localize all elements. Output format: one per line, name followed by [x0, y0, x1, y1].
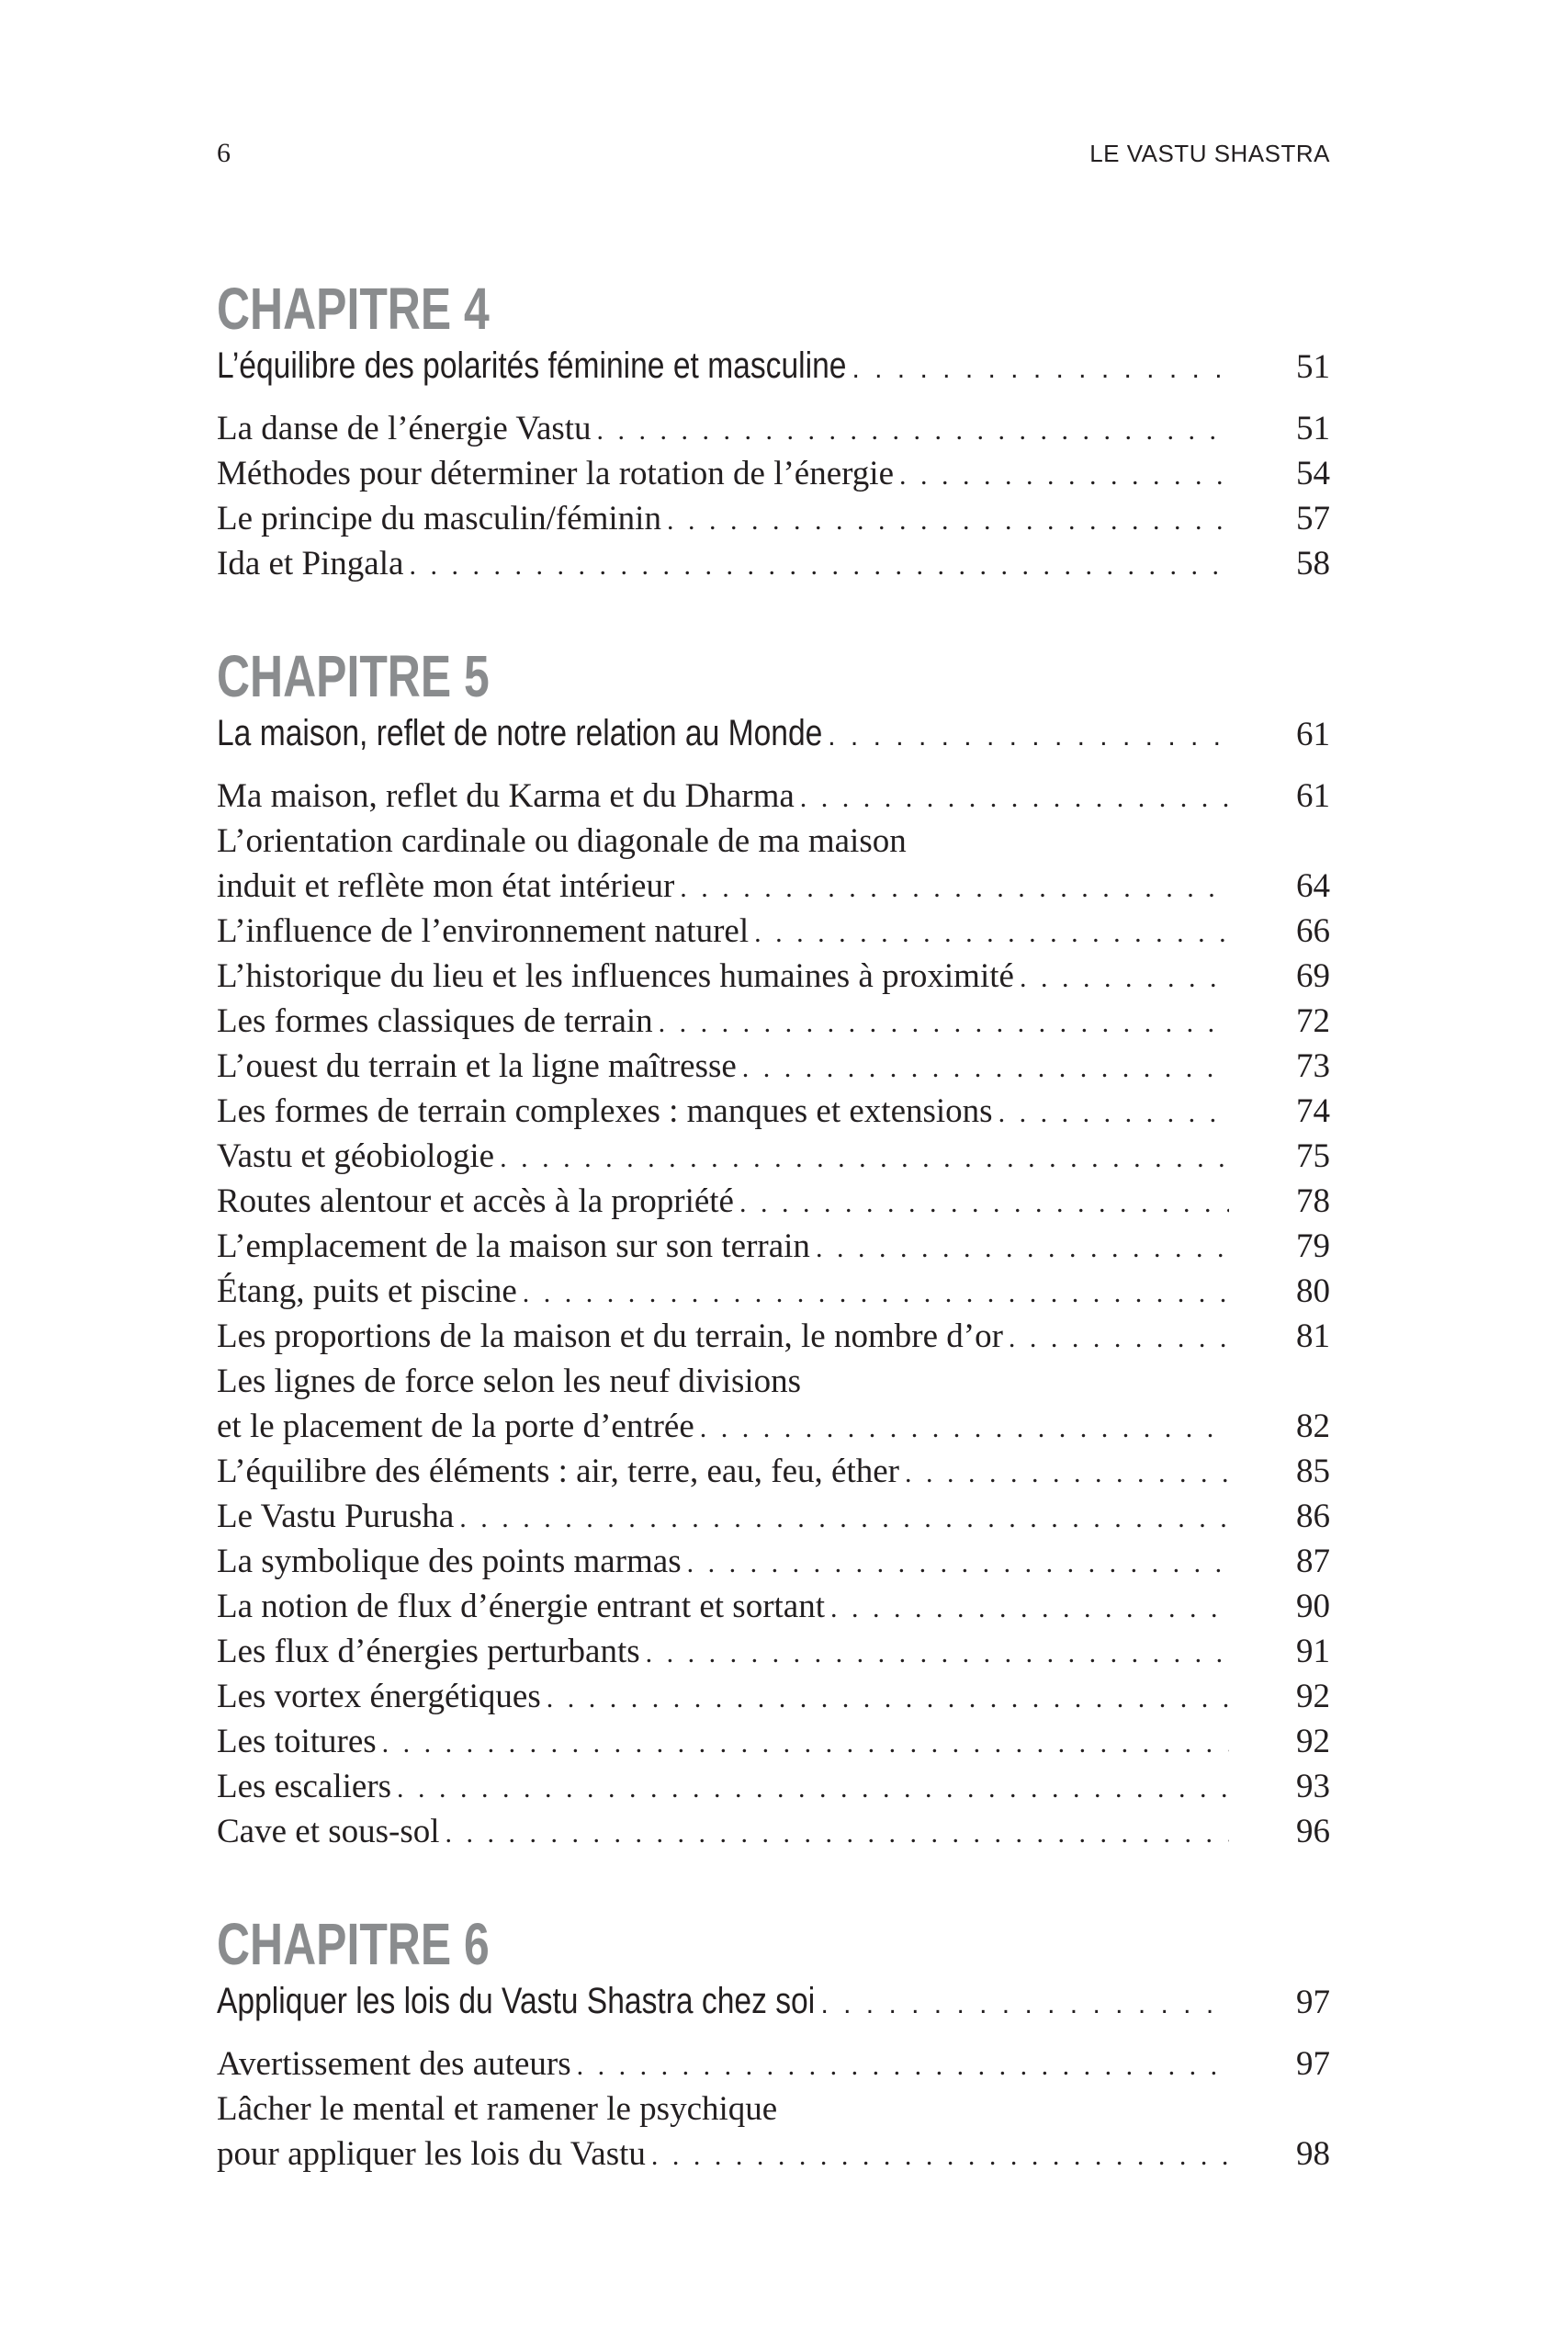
dot-leader	[822, 713, 1229, 761]
toc-entry[interactable]	[217, 909, 1330, 954]
chapter-heading-row[interactable]	[217, 342, 1330, 390]
toc-entry-page: 74	[1296, 1092, 1330, 1130]
dot-leader	[440, 1811, 1229, 1856]
toc-entry[interactable]	[217, 1134, 1330, 1179]
dot-leader	[661, 498, 1229, 543]
chapter-section	[217, 276, 1330, 586]
dot-leader	[694, 1406, 1229, 1451]
toc-entry-title: et le placement de la porte d’entrée	[217, 1408, 694, 1445]
dot-leader	[403, 543, 1229, 588]
toc-entry-title: Les toitures	[217, 1723, 377, 1760]
toc-entry-page: 61	[1296, 777, 1330, 815]
dot-leader	[825, 1586, 1229, 1631]
dot-leader	[494, 1136, 1229, 1181]
toc-entry[interactable]	[217, 954, 1330, 999]
toc-entry-title: L’emplacement de la maison sur son terrain	[217, 1227, 810, 1265]
toc-entry-title: Les flux d’énergies perturbants	[217, 1633, 640, 1670]
toc-entry-page: 75	[1296, 1137, 1330, 1175]
chapter-heading-page: 51	[1296, 348, 1330, 386]
toc-entry-page: 85	[1296, 1453, 1330, 1490]
toc-entry-title: Les vortex énergétiques	[217, 1678, 541, 1715]
toc-entry-title: L’équilibre des éléments : air, terre, eau, feu, éther	[217, 1453, 899, 1490]
toc-entry[interactable]	[217, 1629, 1330, 1674]
chapter-heading-title: L’équilibre des polarités féminine et masculine	[217, 345, 847, 386]
toc-entry-page: 92	[1296, 1678, 1330, 1715]
toc-entry-title: La notion de flux d’énergie entrant et sortant	[217, 1588, 826, 1625]
dot-leader	[899, 1451, 1229, 1496]
chapter-label: CHAPITRE 5	[217, 643, 490, 709]
toc-entry-title: Étang, puits et piscine	[217, 1272, 517, 1310]
dot-leader	[815, 1981, 1229, 2029]
toc-entry-title: induit et reflète mon état intérieur	[217, 867, 675, 905]
toc-entry-title: Cave et sous-sol	[217, 1813, 440, 1850]
dot-leader	[749, 910, 1229, 956]
chapter-section	[217, 643, 1330, 1854]
toc-entry-page: 93	[1296, 1768, 1330, 1805]
toc-entry-page: 72	[1296, 1002, 1330, 1040]
toc-entry[interactable]	[217, 451, 1330, 496]
chapter-heading-title: La maison, reflet de notre relation au Monde	[217, 713, 823, 753]
toc-entry[interactable]	[217, 2041, 1330, 2086]
page-header	[217, 138, 1330, 175]
toc-entry[interactable]	[217, 406, 1330, 451]
chapter-heading-page: 61	[1296, 716, 1330, 753]
toc-entry-page: 82	[1296, 1408, 1330, 1445]
toc-entry[interactable]	[217, 1764, 1330, 1809]
chapter-heading-row[interactable]	[217, 709, 1330, 757]
toc-entry-page: 87	[1296, 1543, 1330, 1580]
dot-leader	[682, 1541, 1229, 1586]
toc-entry-page: 92	[1296, 1723, 1330, 1760]
chapter-heading-row[interactable]	[217, 1977, 1330, 2025]
dot-leader	[846, 345, 1229, 393]
dot-leader	[993, 1091, 1229, 1136]
toc-entry-title: Les proportions de la maison et du terrain, le nombre d’or	[217, 1317, 1003, 1355]
toc-entry[interactable]	[217, 1494, 1330, 1539]
toc-entry[interactable]	[217, 1179, 1330, 1224]
toc-entry-title: Le Vastu Purusha	[217, 1498, 455, 1535]
toc-entry-title: Les escaliers	[217, 1768, 392, 1805]
dot-leader	[737, 1046, 1229, 1091]
toc-entry-page: 98	[1296, 2135, 1330, 2173]
toc-entry-page: 96	[1296, 1813, 1330, 1850]
toc-entry-page: 78	[1296, 1182, 1330, 1220]
toc-entry[interactable]	[217, 999, 1330, 1044]
toc-entry-page: 73	[1296, 1047, 1330, 1085]
chapter-heading-title: Appliquer les lois du Vastu Shastra chez soi	[217, 1981, 816, 2021]
toc-entry-page: 80	[1296, 1272, 1330, 1310]
toc-entry-page: 64	[1296, 867, 1330, 905]
dot-leader	[795, 775, 1229, 820]
table-of-contents	[217, 276, 1330, 2233]
dot-leader	[1014, 956, 1229, 1001]
dot-leader	[1003, 1316, 1229, 1361]
toc-entry-title: Avertissement des auteurs	[217, 2045, 571, 2083]
toc-entry[interactable]	[217, 1224, 1330, 1269]
toc-entry-page: 58	[1296, 545, 1330, 582]
toc-entry[interactable]	[217, 1404, 1330, 1449]
chapter-label: CHAPITRE 4	[217, 276, 490, 342]
toc-entry[interactable]	[217, 541, 1330, 586]
toc-entry-first-line: L’orientation cardinale ou diagonale de ma maison	[217, 822, 907, 860]
dot-leader	[592, 408, 1229, 453]
toc-entry-page: 91	[1296, 1633, 1330, 1670]
toc-entry[interactable]	[217, 1809, 1330, 1854]
toc-entry-first-line: Lâcher le mental et ramener le psychique	[217, 2090, 778, 2128]
toc-entry[interactable]	[217, 774, 1330, 819]
toc-entry-title: L’influence de l’environnement naturel	[217, 912, 750, 950]
toc-entry-title: La symbolique des points marmas	[217, 1543, 682, 1580]
dot-leader	[640, 1631, 1229, 1676]
toc-entry[interactable]	[217, 1314, 1330, 1359]
toc-entry-page: 79	[1296, 1227, 1330, 1265]
toc-entry-title: Ma maison, reflet du Karma et du Dharma	[217, 777, 795, 815]
dot-leader	[517, 1271, 1229, 1316]
toc-entry-title: Le principe du masculin/féminin	[217, 500, 661, 537]
running-title: LE VASTU SHASTRA	[1089, 140, 1330, 167]
toc-entry-page: 51	[1296, 410, 1330, 447]
dot-leader	[377, 1721, 1229, 1766]
toc-entry[interactable]	[217, 1539, 1330, 1584]
dot-leader	[810, 1226, 1229, 1271]
toc-entry-title: Vastu et géobiologie	[217, 1137, 495, 1175]
toc-entry-title: Les formes de terrain complexes : manques et extensions	[217, 1092, 993, 1130]
toc-entry[interactable]	[217, 864, 1330, 909]
toc-entry-first-line: Les lignes de force selon les neuf divisions	[217, 1363, 802, 1400]
toc-entry[interactable]	[217, 1269, 1330, 1314]
toc-entry-title: La danse de l’énergie Vastu	[217, 410, 592, 447]
toc-entry-page: 90	[1296, 1588, 1330, 1625]
chapter-section	[217, 1911, 1330, 2177]
toc-entry-title: pour appliquer les lois du Vastu	[217, 2135, 646, 2173]
dot-leader	[454, 1496, 1229, 1541]
dot-leader	[646, 2133, 1229, 2178]
dot-leader	[571, 2043, 1229, 2088]
page-number: 6	[217, 138, 231, 168]
toc-entry[interactable]	[217, 1449, 1330, 1494]
toc-entry-page: 66	[1296, 912, 1330, 950]
toc-entry-title: Méthodes pour déterminer la rotation de l’énergie	[217, 455, 895, 492]
toc-entry[interactable]	[217, 2132, 1330, 2177]
toc-entry[interactable]	[217, 1089, 1330, 1134]
toc-entry-page: 97	[1296, 2045, 1330, 2083]
toc-entry[interactable]	[217, 1584, 1330, 1629]
dot-leader	[734, 1181, 1229, 1226]
toc-entry[interactable]	[217, 1044, 1330, 1089]
toc-entry-page: 86	[1296, 1498, 1330, 1535]
toc-entry-title: Ida et Pingala	[217, 545, 404, 582]
dot-leader	[653, 1001, 1229, 1046]
dot-leader	[674, 865, 1229, 910]
chapter-label: CHAPITRE 6	[217, 1911, 490, 1977]
toc-entry-title: Routes alentour et accès à la propriété	[217, 1182, 734, 1220]
toc-entry-title: L’historique du lieu et les influences humaines à proximité	[217, 957, 1014, 995]
toc-entry-page: 81	[1296, 1317, 1330, 1355]
toc-entry-page: 69	[1296, 957, 1330, 995]
toc-entry[interactable]	[217, 1719, 1330, 1764]
dot-leader	[894, 453, 1229, 498]
toc-entry[interactable]	[217, 496, 1330, 541]
toc-entry-page: 54	[1296, 455, 1330, 492]
dot-leader	[391, 1766, 1229, 1811]
toc-entry-title: L’ouest du terrain et la ligne maîtresse	[217, 1047, 737, 1085]
toc-entry-title: Les formes classiques de terrain	[217, 1002, 653, 1040]
dot-leader	[541, 1676, 1229, 1721]
toc-entry[interactable]	[217, 1674, 1330, 1719]
chapter-heading-page: 97	[1296, 1984, 1330, 2021]
toc-entry-page: 57	[1296, 500, 1330, 537]
